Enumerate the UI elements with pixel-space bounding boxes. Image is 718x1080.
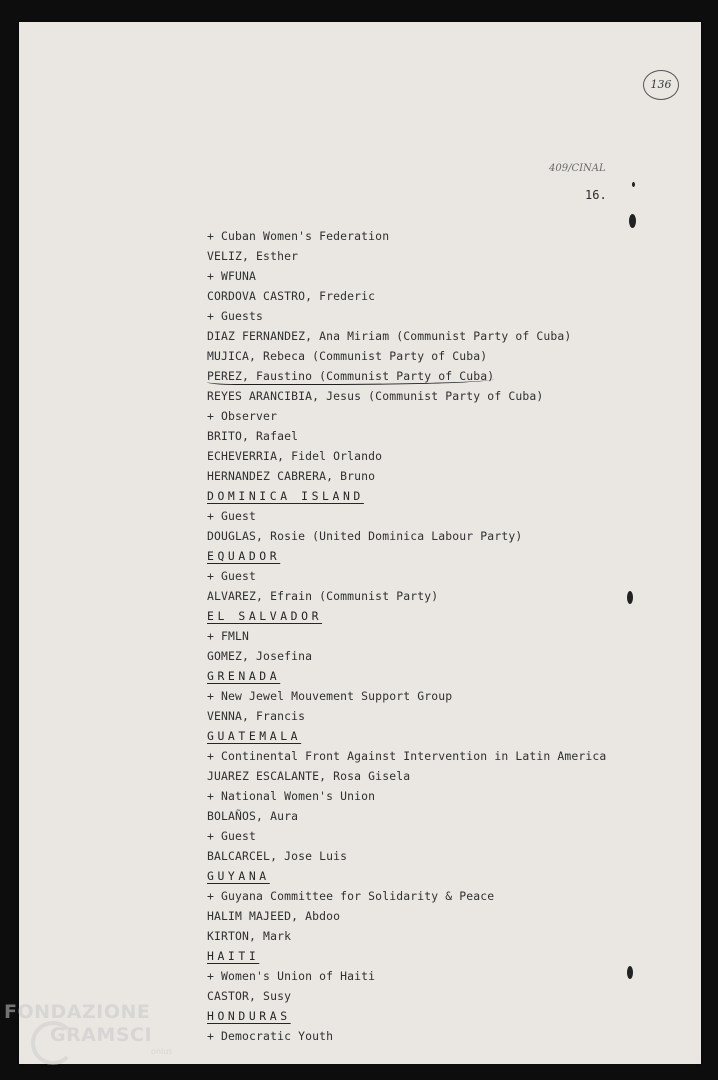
page-number: 16. bbox=[585, 188, 607, 202]
watermark-logo bbox=[4, 1001, 184, 1077]
organization-line: + Guyana Committee for Solidarity & Peace bbox=[207, 889, 495, 903]
archive-number-circle bbox=[643, 70, 679, 100]
country-heading: HONDURAS bbox=[207, 1009, 291, 1023]
organization-line: + Cuban Women's Federation bbox=[207, 229, 390, 243]
delegate-name: ECHEVERRIA, Fidel Orlando bbox=[207, 449, 383, 463]
delegate-name: ALVAREZ, Efrain (Communist Party) bbox=[207, 589, 439, 603]
organization-line: + Guests bbox=[207, 309, 264, 323]
organization-line: + WFUNA bbox=[207, 269, 257, 283]
organization-line: + Observer bbox=[207, 409, 278, 423]
organization-line: + Women's Union of Haiti bbox=[207, 969, 376, 983]
delegate-name: JUAREZ ESCALANTE, Rosa Gisela bbox=[207, 769, 411, 783]
organization-line: + National Women's Union bbox=[207, 789, 376, 803]
organization-line: + FMLN bbox=[207, 629, 250, 643]
delegate-name: DOUGLAS, Rosie (United Dominica Labour Party) bbox=[207, 529, 523, 543]
watermark-line1: FONDAZIONE bbox=[4, 1001, 151, 1023]
watermark-line2: GRAMSCI bbox=[50, 1024, 153, 1046]
watermark-line3: onlus bbox=[151, 1047, 173, 1056]
delegate-name: DIAZ FERNANDEZ, Ana Miriam (Communist Party of Cuba) bbox=[207, 329, 572, 343]
delegate-name: VENNA, Francis bbox=[207, 709, 306, 723]
country-heading: GUYANA bbox=[207, 869, 270, 883]
organization-line: + Continental Front Against Intervention in Latin America bbox=[207, 749, 607, 763]
country-heading: EL SALVADOR bbox=[207, 609, 323, 623]
delegate-name: MUJICA, Rebeca (Communist Party of Cuba) bbox=[207, 349, 488, 363]
delegate-name: HERNANDEZ CABRERA, Bruno bbox=[207, 469, 376, 483]
ink-spot bbox=[629, 214, 636, 228]
delegate-name bbox=[207, 366, 606, 386]
delegate-name: CORDOVA CASTRO, Frederic bbox=[207, 289, 376, 303]
handwritten-reference: 409/CINAL bbox=[549, 163, 606, 174]
country-heading: DOMINICA ISLAND bbox=[207, 489, 364, 503]
delegate-name: BALCARCEL, Jose Luis bbox=[207, 849, 348, 863]
organization-line: + Guest bbox=[207, 569, 257, 583]
country-heading: GUATEMALA bbox=[207, 729, 302, 743]
archive-number: 136 bbox=[650, 78, 672, 91]
delegate-name: VELIZ, Esther bbox=[207, 249, 299, 263]
underlined-text: PEREZ, Faustino (Communist Party of Cuba) bbox=[207, 369, 495, 383]
organization-line: + Guest bbox=[207, 509, 257, 523]
delegate-name: REYES ARANCIBIA, Jesus (Communist Party of Cuba) bbox=[207, 389, 544, 403]
country-heading: HAITI bbox=[207, 949, 260, 963]
organization-line: + Democratic Youth bbox=[207, 1029, 334, 1043]
country-heading: GRENADA bbox=[207, 669, 281, 683]
delegate-name: BOLAÑOS, Aura bbox=[207, 809, 299, 823]
delegate-name: KIRTON, Mark bbox=[207, 929, 292, 943]
ink-spot bbox=[627, 966, 633, 979]
delegate-name: CASTOR, Susy bbox=[207, 989, 292, 1003]
delegate-name: GOMEZ, Josefina bbox=[207, 649, 313, 663]
country-heading: EQUADOR bbox=[207, 549, 281, 563]
ink-speck bbox=[632, 182, 635, 187]
organization-line: + New Jewel Mouvement Support Group bbox=[207, 689, 453, 703]
attendee-list bbox=[207, 226, 606, 1046]
delegate-name: BRITO, Rafael bbox=[207, 429, 299, 443]
delegate-name: HALIM MAJEED, Abdoo bbox=[207, 909, 341, 923]
organization-line: + Guest bbox=[207, 829, 257, 843]
ink-spot bbox=[627, 591, 633, 604]
